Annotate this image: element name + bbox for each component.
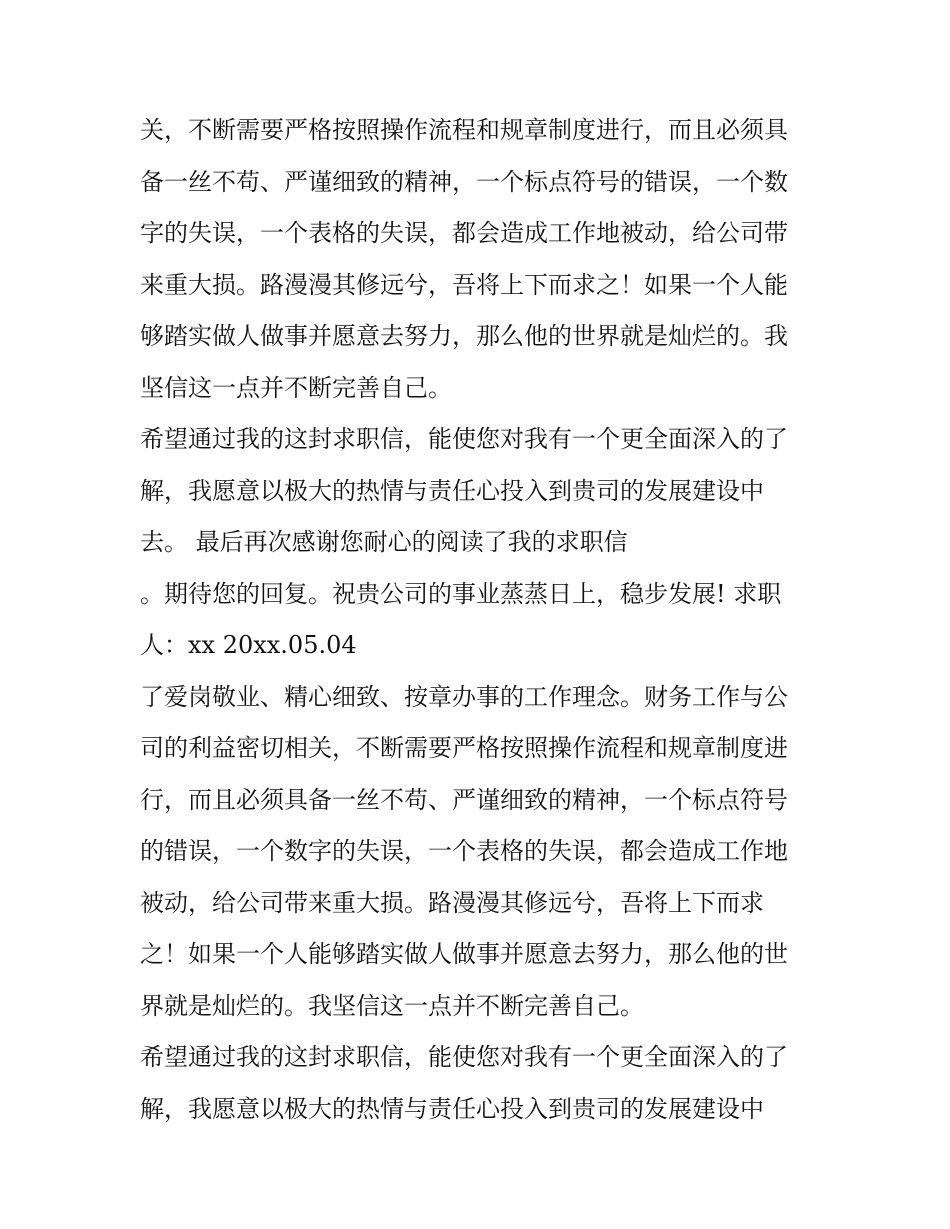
- text-line: 行，而且必须具备一丝不苟、严谨细致的精神，一个标点符号: [140, 785, 788, 814]
- text-line: 之！如果一个人能够踏实做人做事并愿意去努力，那么他的世: [140, 940, 788, 968]
- text-line: 去。 最后再次感谢您耐心的阅读了我的求职信: [140, 528, 628, 556]
- text-line: 了爱岗敬业、精心细致、按章办事的工作理念。财务工作与公: [140, 682, 788, 711]
- text-line: 够踏实做人做事并愿意去努力，那么他的世界就是灿烂的。我: [140, 322, 788, 350]
- text-line: 的错误，一个数字的失误，一个表格的失误，都会造成工作地: [140, 837, 788, 865]
- text-line: 解，我愿意以极大的热情与责任心投入到贵司的发展建设中: [140, 476, 764, 505]
- text-line: 解，我愿意以极大的热情与责任心投入到贵司的发展建设中: [140, 1094, 764, 1123]
- signature-line: 人：xx 20xx.05.04: [140, 631, 357, 659]
- body-text: [140, 105, 820, 1135]
- text-line: 备一丝不苟、严谨细致的精神，一个标点符号的错误，一个数: [140, 167, 788, 196]
- text-line: 。期待您的回复。祝贵公司的事业蒸蒸日上，稳步发展! 求职: [140, 579, 782, 608]
- text-line: 来重大损。路漫漫其修远兮，吾将上下而求之！如果一个人能: [140, 270, 788, 299]
- text-line: 被动，给公司带来重大损。路漫漫其修远兮，吾将上下而求: [140, 888, 764, 917]
- text-line: 界就是灿烂的。我坚信这一点并不断完善自己。: [140, 991, 644, 1020]
- text-line: 坚信这一点并不断完善自己。: [140, 373, 452, 402]
- text-line: 司的利益密切相关，不断需要严格按照操作流程和规章制度进: [140, 734, 788, 762]
- text-line: 希望通过我的这封求职信，能使您对我有一个更全面深入的了: [140, 425, 788, 453]
- text-line: 关，不断需要严格按照操作流程和规章制度进行，而且必须具: [140, 116, 788, 144]
- text-line: 希望通过我的这封求职信，能使您对我有一个更全面深入的了: [140, 1043, 788, 1071]
- text-line: 字的失误，一个表格的失误，都会造成工作地被动，给公司带: [140, 219, 788, 247]
